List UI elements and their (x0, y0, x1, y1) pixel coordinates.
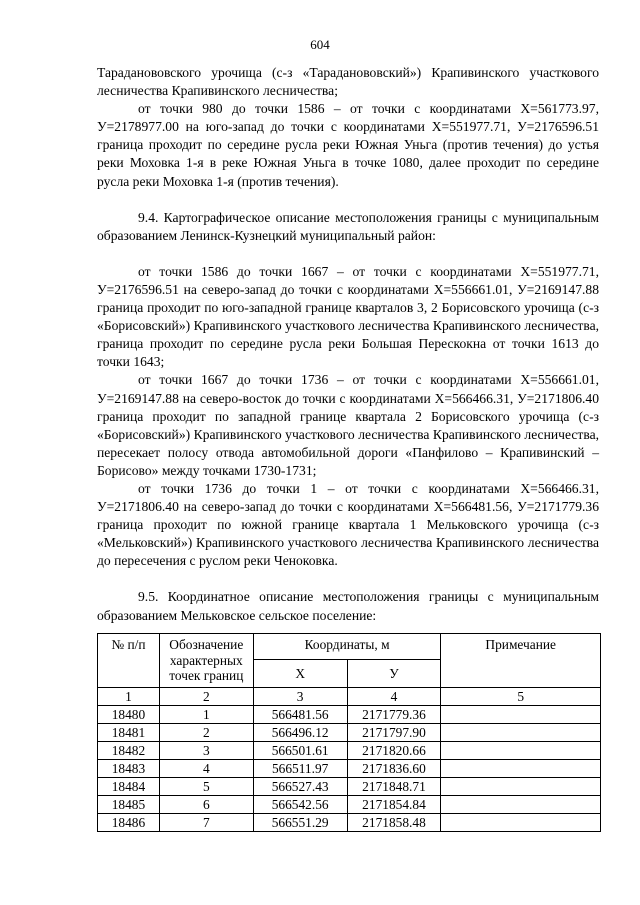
header-coordinates: Координаты, м (253, 634, 441, 660)
coord-x: 566542.56 (253, 796, 347, 814)
paragraph-7: от точки 1736 до точки 1 – от точки с координатами Х=566466.31, У=2171806.40 на северо-запад до точки с координатами Х=566481.56, У=2171779.36 граница проходит по южной границе квартала 1 Мельковского урочища (с-з «Мельковский») Крапивинского участкового лесничества Крапивинского лесничества до пересечения с руслом реки Ченоковка. (97, 480, 599, 569)
note (441, 724, 601, 742)
coord-x: 566501.61 (253, 742, 347, 760)
header-point-designation: Обозначение характерных точек границ (159, 634, 253, 688)
table-row (98, 778, 601, 796)
page-number: 604 (310, 37, 330, 52)
row-number: 18483 (98, 760, 160, 778)
coord-y: 2171797.90 (347, 724, 441, 742)
numbering-cell: 2 (159, 688, 253, 706)
header-note: Примечание (441, 634, 601, 688)
note (441, 778, 601, 796)
point-designation: 7 (159, 814, 253, 832)
coord-x: 566481.56 (253, 706, 347, 724)
paragraph-0: Тараданововского урочища (с-з «Тараданововский») Крапивинского участкового лесничества Крапивинского лесничества; (97, 65, 599, 99)
spacer (97, 570, 599, 588)
header-y: У (347, 660, 441, 688)
spacer (97, 245, 599, 263)
paragraph-5: от точки 1586 до точки 1667 – от точки с координатами Х=551977.71, У=2176596.51 на северо-запад до точки с координатами Х=556661.01, У=2169147.88 граница проходит по юго-западной границе кварталов 3, 2 Борисовского урочища (с-з «Борисовский») Крапивинского участкового лесничества Крапивинского лесничества, граница проходит по середине русла реки Большая Перескокна от точки 1613 до точки 1643; (97, 263, 599, 370)
note (441, 814, 601, 832)
coord-y: 2171854.84 (347, 796, 441, 814)
header-x: Х (253, 660, 347, 688)
point-designation: 5 (159, 778, 253, 796)
table-row (98, 796, 601, 814)
document-body (97, 64, 599, 625)
paragraph-6: от точки 1667 до точки 1736 – от точки с координатами Х=556661.01, У=2169147.88 на северо-восток до точки с координатами Х=566466.31, У=2171806.40 граница проходит по западной границе квартала 2 Борисовского урочища (с-з «Борисовский») Крапивинского участкового лесничества Крапивинского лесничества, пересекает полосу отвода автомобильной дороги «Панфилово – Крапивинский – Борисово» между точками 1730-1731; (97, 372, 599, 478)
table-row (98, 724, 601, 742)
point-designation: 2 (159, 724, 253, 742)
section-9-4-heading: 9.4. Картографическое описание местоположения границы с муниципальным образованием Ленинск-Кузнецкий муниципальный район: (97, 209, 599, 243)
table-header-row (98, 634, 601, 660)
numbering-cell: 4 (347, 688, 441, 706)
coord-y: 2171848.71 (347, 778, 441, 796)
table-row (98, 742, 601, 760)
section-9-5-heading: 9.5. Координатное описание местоположения границы с муниципальным образованием Мельковское сельское поселение: (97, 589, 599, 623)
note (441, 796, 601, 814)
coord-y: 2171779.36 (347, 706, 441, 724)
numbering-cell: 3 (253, 688, 347, 706)
coord-x: 566527.43 (253, 778, 347, 796)
note (441, 760, 601, 778)
coordinates-table (97, 633, 601, 832)
header-number: № п/п (98, 634, 160, 688)
point-designation: 4 (159, 760, 253, 778)
numbering-cell: 1 (98, 688, 160, 706)
note (441, 742, 601, 760)
coord-y: 2171858.48 (347, 814, 441, 832)
table-row (98, 760, 601, 778)
coord-x: 566551.29 (253, 814, 347, 832)
coord-x: 566511.97 (253, 760, 347, 778)
point-designation: 3 (159, 742, 253, 760)
table-row (98, 814, 601, 832)
spacer (97, 191, 599, 209)
point-designation: 6 (159, 796, 253, 814)
row-number: 18480 (98, 706, 160, 724)
row-number: 18481 (98, 724, 160, 742)
row-number: 18486 (98, 814, 160, 832)
coord-y: 2171820.66 (347, 742, 441, 760)
paragraph-1: от точки 980 до точки 1586 – от точки с координатами Х=561773.97, У=2178977.00 на юго-запад до точки с координатами Х=551977.71, У=2176596.51 граница проходит по середине русла реки Южная Уньга (против течения) до устья реки Моховка 1-я в реке Южная Уньга в точке 1080, далее проходит по середине русла реки Моховка 1-я (против течения). (97, 101, 599, 189)
coord-x: 566496.12 (253, 724, 347, 742)
row-number: 18484 (98, 778, 160, 796)
point-designation: 1 (159, 706, 253, 724)
note (441, 706, 601, 724)
row-number: 18485 (98, 796, 160, 814)
row-number: 18482 (98, 742, 160, 760)
coord-y: 2171836.60 (347, 760, 441, 778)
table-row (98, 706, 601, 724)
numbering-cell: 5 (441, 688, 601, 706)
table-numbering-row (98, 688, 601, 706)
